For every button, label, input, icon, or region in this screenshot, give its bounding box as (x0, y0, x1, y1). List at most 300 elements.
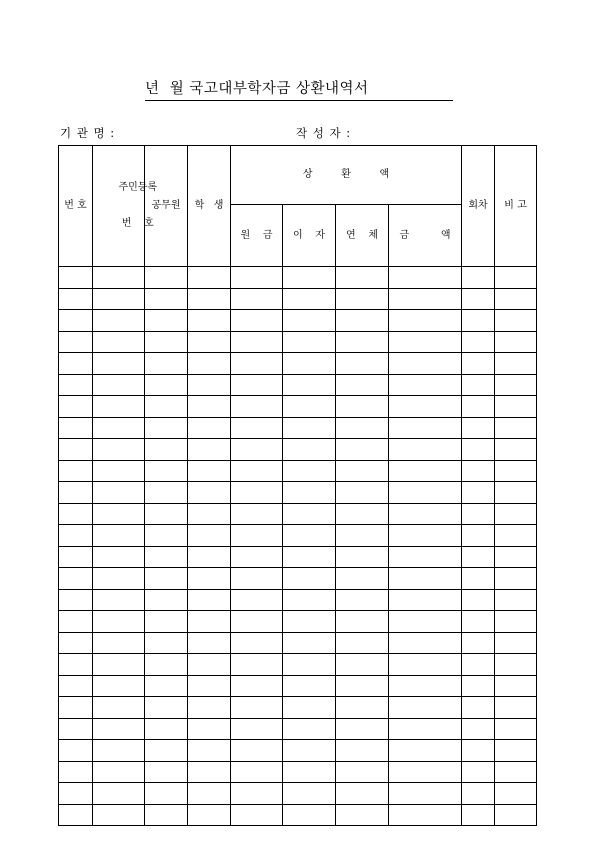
header-number: 번 호 (59, 146, 93, 267)
table-cell[interactable] (231, 654, 283, 676)
table-cell[interactable] (389, 396, 462, 418)
repayment-table (58, 145, 537, 826)
table-cell[interactable] (231, 288, 283, 310)
table-cell[interactable] (188, 804, 231, 826)
table-cell[interactable] (231, 267, 283, 289)
table-cell[interactable] (145, 611, 188, 633)
table-cell[interactable] (283, 267, 336, 289)
table-cell[interactable] (495, 374, 537, 396)
table-cell[interactable] (389, 718, 462, 740)
table-cell[interactable] (462, 460, 495, 482)
table-cell[interactable] (188, 396, 231, 418)
table-cell[interactable] (59, 697, 93, 719)
table-cell[interactable] (93, 654, 145, 676)
table-cell[interactable] (462, 353, 495, 375)
table-cell[interactable] (145, 503, 188, 525)
table-cell[interactable] (59, 310, 93, 332)
author-label: 작 성 자 : (296, 126, 352, 140)
table-cell[interactable] (59, 288, 93, 310)
table-row (59, 632, 537, 654)
table-cell[interactable] (495, 568, 537, 590)
table-cell[interactable] (59, 503, 93, 525)
subheader-overdue: 연 체 (336, 205, 389, 267)
table-cell[interactable] (188, 568, 231, 590)
table-cell[interactable] (59, 718, 93, 740)
table-cell[interactable] (336, 632, 389, 654)
table-cell[interactable] (495, 632, 537, 654)
table-cell[interactable] (336, 353, 389, 375)
table-cell[interactable] (231, 589, 283, 611)
table-cell[interactable] (188, 482, 231, 504)
table-cell[interactable] (93, 632, 145, 654)
table-cell[interactable] (93, 697, 145, 719)
table-cell[interactable] (389, 589, 462, 611)
table-cell[interactable] (93, 267, 145, 289)
table-cell[interactable] (283, 331, 336, 353)
table-cell[interactable] (59, 331, 93, 353)
table-cell[interactable] (495, 331, 537, 353)
table-cell[interactable] (231, 546, 283, 568)
table-row (59, 310, 537, 332)
table-cell[interactable] (283, 546, 336, 568)
table-cell[interactable] (283, 439, 336, 461)
table-cell[interactable] (389, 353, 462, 375)
table-cell[interactable] (283, 611, 336, 633)
table-cell[interactable] (188, 632, 231, 654)
table-cell[interactable] (336, 460, 389, 482)
table-cell[interactable] (336, 589, 389, 611)
subheader-principal: 원 금 (231, 205, 283, 267)
table-cell[interactable] (93, 460, 145, 482)
table-cell[interactable] (495, 589, 537, 611)
table-row (59, 740, 537, 762)
table-cell[interactable] (93, 546, 145, 568)
table-cell[interactable] (283, 417, 336, 439)
table-cell[interactable] (283, 718, 336, 740)
table-cell[interactable] (283, 632, 336, 654)
table-cell[interactable] (389, 310, 462, 332)
table-cell[interactable] (59, 396, 93, 418)
table-cell[interactable] (495, 439, 537, 461)
table-cell[interactable] (188, 310, 231, 332)
table-cell[interactable] (93, 396, 145, 418)
table-cell[interactable] (93, 740, 145, 762)
table-cell[interactable] (93, 611, 145, 633)
table-cell[interactable] (59, 675, 93, 697)
table-cell[interactable] (188, 267, 231, 289)
header-repayment: 상 환 액 (231, 146, 462, 205)
table-cell[interactable] (145, 331, 188, 353)
table-cell[interactable] (283, 761, 336, 783)
table-cell[interactable] (495, 718, 537, 740)
table-cell[interactable] (389, 632, 462, 654)
table-row (59, 460, 537, 482)
table-cell[interactable] (145, 761, 188, 783)
table-cell[interactable] (495, 546, 537, 568)
table-cell[interactable] (462, 288, 495, 310)
table-row (59, 482, 537, 504)
table-cell[interactable] (59, 525, 93, 547)
table-cell[interactable] (283, 525, 336, 547)
table-cell[interactable] (93, 718, 145, 740)
table-cell[interactable] (336, 761, 389, 783)
table-row (59, 697, 537, 719)
table-cell[interactable] (389, 740, 462, 762)
table-cell[interactable] (283, 804, 336, 826)
table-cell[interactable] (145, 396, 188, 418)
table-cell[interactable] (188, 589, 231, 611)
table-cell[interactable] (462, 374, 495, 396)
table-cell[interactable] (59, 589, 93, 611)
table-cell[interactable] (462, 740, 495, 762)
table-cell[interactable] (462, 761, 495, 783)
table-cell[interactable] (283, 675, 336, 697)
table-cell[interactable] (188, 374, 231, 396)
document-title: 년 월 국고대부학자금 상환내역서 (145, 78, 453, 101)
table-cell[interactable] (389, 417, 462, 439)
table-cell[interactable] (145, 288, 188, 310)
table-cell[interactable] (462, 611, 495, 633)
table-cell[interactable] (336, 503, 389, 525)
header-round: 회차 (462, 146, 495, 267)
table-row (59, 267, 537, 289)
table-cell[interactable] (389, 611, 462, 633)
table-cell[interactable] (495, 353, 537, 375)
table-cell[interactable] (283, 697, 336, 719)
table-cell[interactable] (59, 804, 93, 826)
table-cell[interactable] (389, 568, 462, 590)
table-cell[interactable] (145, 546, 188, 568)
table-cell[interactable] (93, 417, 145, 439)
table-cell[interactable] (336, 804, 389, 826)
table-cell[interactable] (188, 697, 231, 719)
table-cell[interactable] (495, 740, 537, 762)
table-cell[interactable] (495, 503, 537, 525)
table-cell[interactable] (462, 310, 495, 332)
table-cell[interactable] (495, 525, 537, 547)
table-cell[interactable] (283, 654, 336, 676)
table-row (59, 654, 537, 676)
table-cell[interactable] (462, 482, 495, 504)
table-cell[interactable] (231, 374, 283, 396)
header-remarks: 비 고 (495, 146, 537, 267)
table-cell[interactable] (462, 718, 495, 740)
table-cell[interactable] (389, 482, 462, 504)
table-cell[interactable] (145, 525, 188, 547)
table-row (59, 503, 537, 525)
table-cell[interactable] (336, 310, 389, 332)
table-cell[interactable] (336, 568, 389, 590)
table-cell[interactable] (188, 353, 231, 375)
table-cell[interactable] (389, 675, 462, 697)
table-row (59, 525, 537, 547)
table-cell[interactable] (336, 611, 389, 633)
table-cell[interactable] (231, 783, 283, 805)
table-cell[interactable] (283, 374, 336, 396)
header-student: 학 생 (188, 146, 231, 267)
table-cell[interactable] (495, 460, 537, 482)
table-cell[interactable] (336, 783, 389, 805)
table-cell[interactable] (462, 396, 495, 418)
table-cell[interactable] (59, 439, 93, 461)
table-cell[interactable] (495, 654, 537, 676)
table-cell[interactable] (188, 611, 231, 633)
header-ssn-line1: 주민등록 (118, 182, 158, 193)
table-row (59, 589, 537, 611)
table-cell[interactable] (93, 675, 145, 697)
table-cell[interactable] (93, 331, 145, 353)
table-row (59, 804, 537, 826)
table-cell[interactable] (495, 761, 537, 783)
table-cell[interactable] (145, 740, 188, 762)
table-cell[interactable] (231, 503, 283, 525)
table-cell[interactable] (188, 503, 231, 525)
table-cell[interactable] (389, 783, 462, 805)
table-row (59, 568, 537, 590)
table-cell[interactable] (59, 417, 93, 439)
header-employee: 공무원 (145, 146, 188, 267)
table-cell[interactable] (336, 697, 389, 719)
table-cell[interactable] (495, 675, 537, 697)
table-cell[interactable] (145, 439, 188, 461)
table-row (59, 396, 537, 418)
table-cell[interactable] (495, 697, 537, 719)
table-cell[interactable] (231, 482, 283, 504)
table-cell[interactable] (231, 675, 283, 697)
table-cell[interactable] (462, 267, 495, 289)
table-cell[interactable] (231, 353, 283, 375)
table-cell[interactable] (145, 589, 188, 611)
table-cell[interactable] (495, 310, 537, 332)
table-cell[interactable] (93, 589, 145, 611)
table-cell[interactable] (93, 761, 145, 783)
table-cell[interactable] (188, 783, 231, 805)
table-cell[interactable] (283, 589, 336, 611)
table-cell[interactable] (93, 374, 145, 396)
table-cell[interactable] (462, 675, 495, 697)
table-cell[interactable] (495, 611, 537, 633)
table-cell[interactable] (462, 783, 495, 805)
table-cell[interactable] (389, 654, 462, 676)
table-cell[interactable] (145, 267, 188, 289)
table-cell[interactable] (336, 417, 389, 439)
table-cell[interactable] (462, 632, 495, 654)
table-cell[interactable] (389, 439, 462, 461)
table-cell[interactable] (59, 267, 93, 289)
table-cell[interactable] (336, 331, 389, 353)
table-cell[interactable] (462, 503, 495, 525)
table-cell[interactable] (389, 374, 462, 396)
table-cell[interactable] (283, 568, 336, 590)
table-cell[interactable] (145, 783, 188, 805)
table-cell[interactable] (283, 783, 336, 805)
table-cell[interactable] (145, 482, 188, 504)
table-cell[interactable] (93, 439, 145, 461)
table-cell[interactable] (336, 718, 389, 740)
table-cell[interactable] (93, 525, 145, 547)
table-cell[interactable] (389, 288, 462, 310)
table-cell[interactable] (145, 632, 188, 654)
table-cell[interactable] (231, 632, 283, 654)
table-row (59, 374, 537, 396)
table-cell[interactable] (188, 675, 231, 697)
table-cell[interactable] (283, 740, 336, 762)
header-row (59, 146, 537, 205)
table-cell[interactable] (59, 740, 93, 762)
table-cell[interactable] (389, 267, 462, 289)
table-cell[interactable] (462, 568, 495, 590)
table-cell[interactable] (93, 783, 145, 805)
table-cell[interactable] (462, 546, 495, 568)
table-cell[interactable] (462, 417, 495, 439)
table-cell[interactable] (495, 417, 537, 439)
table-cell[interactable] (231, 439, 283, 461)
table-cell[interactable] (145, 374, 188, 396)
table-cell[interactable] (59, 611, 93, 633)
table-cell[interactable] (231, 740, 283, 762)
table-row (59, 353, 537, 375)
table-cell[interactable] (59, 568, 93, 590)
table-cell[interactable] (188, 288, 231, 310)
table-cell[interactable] (283, 396, 336, 418)
table-cell[interactable] (188, 546, 231, 568)
table-cell[interactable] (336, 654, 389, 676)
table-cell[interactable] (462, 439, 495, 461)
table-cell[interactable] (462, 331, 495, 353)
table-cell[interactable] (336, 374, 389, 396)
table-cell[interactable] (336, 288, 389, 310)
table-cell[interactable] (336, 396, 389, 418)
table-cell[interactable] (145, 460, 188, 482)
table-cell[interactable] (59, 654, 93, 676)
table-cell[interactable] (336, 740, 389, 762)
table-cell[interactable] (93, 310, 145, 332)
table-cell[interactable] (495, 783, 537, 805)
table-cell[interactable] (389, 331, 462, 353)
table-cell[interactable] (231, 331, 283, 353)
table-cell[interactable] (336, 482, 389, 504)
table-cell[interactable] (389, 460, 462, 482)
table-cell[interactable] (283, 482, 336, 504)
table-cell[interactable] (231, 718, 283, 740)
table-cell[interactable] (145, 675, 188, 697)
table-cell[interactable] (59, 783, 93, 805)
table-cell[interactable] (231, 310, 283, 332)
subheader-total: 금 액 (389, 205, 462, 267)
table-cell[interactable] (231, 611, 283, 633)
table-cell[interactable] (495, 288, 537, 310)
table-cell[interactable] (93, 568, 145, 590)
table-cell[interactable] (283, 503, 336, 525)
table-cell[interactable] (231, 417, 283, 439)
header-ssn (93, 146, 158, 267)
table-cell[interactable] (145, 417, 188, 439)
table-cell[interactable] (188, 654, 231, 676)
header-ssn-line2: 번 호 (121, 218, 154, 229)
table-cell[interactable] (145, 654, 188, 676)
table-cell[interactable] (188, 331, 231, 353)
table-cell[interactable] (145, 310, 188, 332)
table-cell[interactable] (389, 525, 462, 547)
table-cell[interactable] (59, 546, 93, 568)
table-cell[interactable] (495, 804, 537, 826)
table-row (59, 331, 537, 353)
table-cell[interactable] (59, 632, 93, 654)
table-cell[interactable] (462, 654, 495, 676)
table-cell[interactable] (188, 718, 231, 740)
table-cell[interactable] (389, 546, 462, 568)
table-cell[interactable] (495, 396, 537, 418)
table-row (59, 718, 537, 740)
table-cell[interactable] (59, 353, 93, 375)
table-cell[interactable] (93, 288, 145, 310)
table-row (59, 288, 537, 310)
table-row (59, 783, 537, 805)
table-cell[interactable] (231, 396, 283, 418)
table-cell[interactable] (283, 310, 336, 332)
table-cell[interactable] (462, 525, 495, 547)
table-cell[interactable] (59, 460, 93, 482)
table-cell[interactable] (231, 568, 283, 590)
table-cell[interactable] (188, 439, 231, 461)
table-cell[interactable] (231, 525, 283, 547)
table-cell[interactable] (188, 740, 231, 762)
table-cell[interactable] (93, 503, 145, 525)
table-cell[interactable] (389, 761, 462, 783)
table-cell[interactable] (59, 761, 93, 783)
table-cell[interactable] (93, 804, 145, 826)
table-cell[interactable] (462, 697, 495, 719)
table-cell[interactable] (462, 589, 495, 611)
table-cell[interactable] (389, 697, 462, 719)
table-cell[interactable] (336, 546, 389, 568)
table-cell[interactable] (231, 460, 283, 482)
table-cell[interactable] (283, 460, 336, 482)
subheader-interest: 이 자 (283, 205, 336, 267)
table-cell[interactable] (93, 482, 145, 504)
table-cell[interactable] (231, 761, 283, 783)
table-cell[interactable] (462, 804, 495, 826)
table-cell[interactable] (145, 697, 188, 719)
table-cell[interactable] (283, 353, 336, 375)
table-cell[interactable] (59, 374, 93, 396)
table-cell[interactable] (336, 267, 389, 289)
table-cell[interactable] (231, 697, 283, 719)
table-cell[interactable] (145, 353, 188, 375)
table-cell[interactable] (59, 482, 93, 504)
table-row (59, 546, 537, 568)
table-cell[interactable] (231, 804, 283, 826)
table-cell[interactable] (336, 439, 389, 461)
table-cell[interactable] (495, 482, 537, 504)
table-cell[interactable] (188, 525, 231, 547)
table-cell[interactable] (283, 288, 336, 310)
table-cell[interactable] (336, 675, 389, 697)
table-cell[interactable] (93, 353, 145, 375)
table-row (59, 611, 537, 633)
table-cell[interactable] (336, 525, 389, 547)
table-cell[interactable] (188, 761, 231, 783)
table-cell[interactable] (188, 460, 231, 482)
table-cell[interactable] (145, 568, 188, 590)
table-cell[interactable] (495, 267, 537, 289)
table-cell[interactable] (389, 804, 462, 826)
table-cell[interactable] (145, 804, 188, 826)
table-row (59, 417, 537, 439)
table-cell[interactable] (188, 417, 231, 439)
table-cell[interactable] (145, 718, 188, 740)
table-cell[interactable] (389, 503, 462, 525)
